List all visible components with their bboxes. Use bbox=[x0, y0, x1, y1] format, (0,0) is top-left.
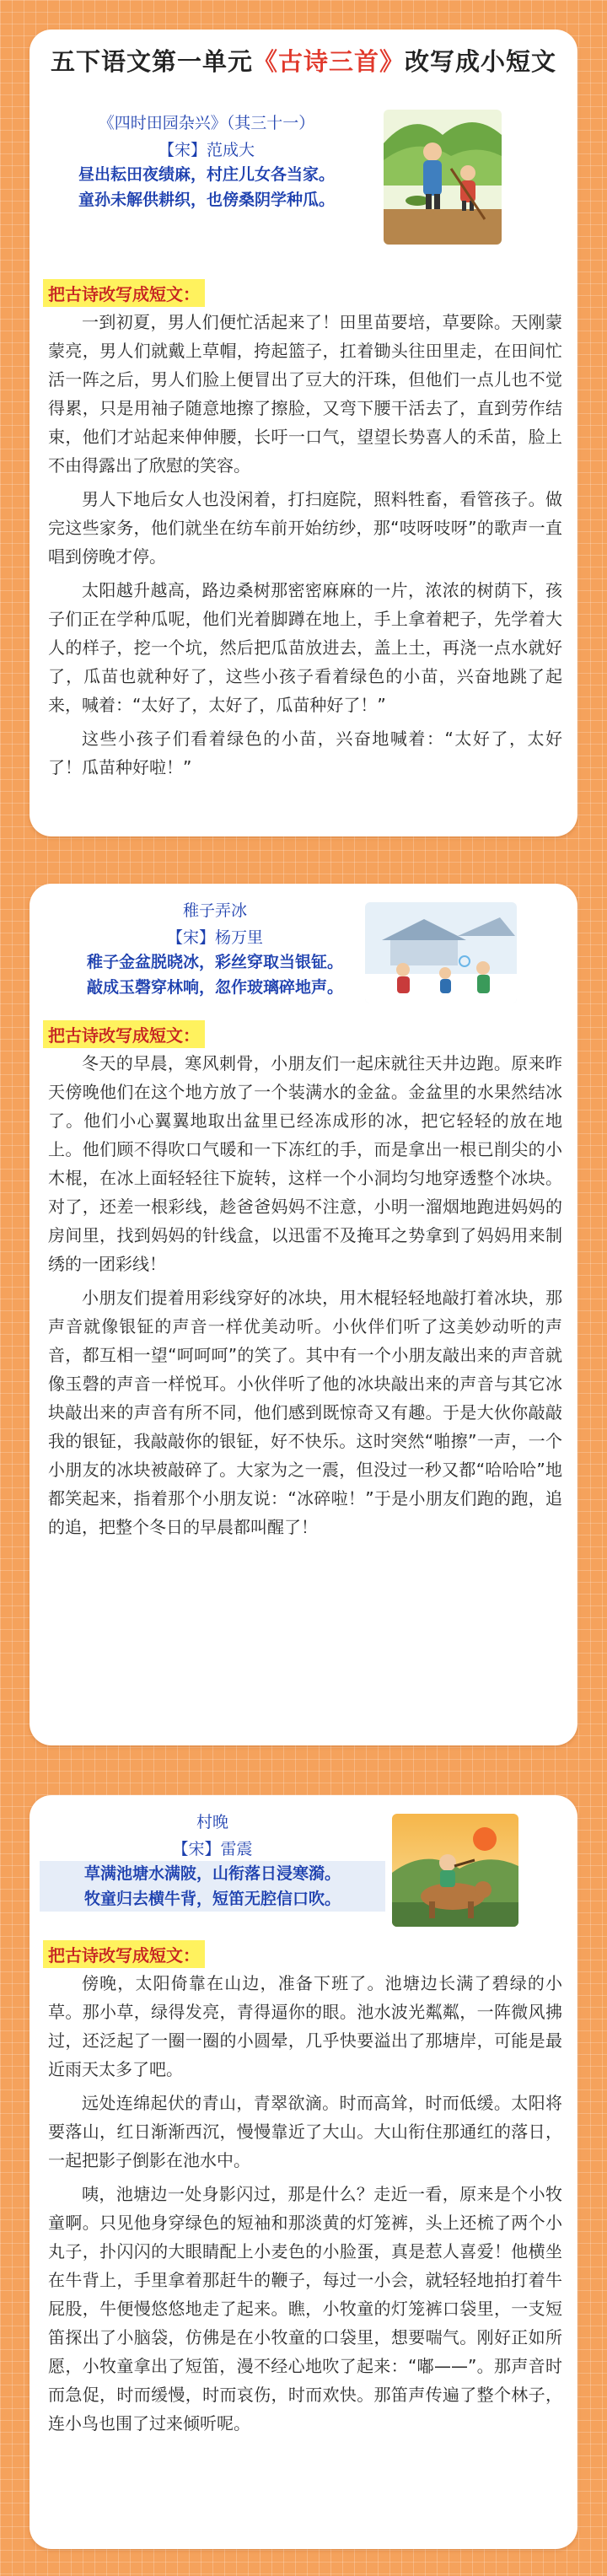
winter-illustration bbox=[365, 902, 517, 1003]
cowherd-illustration bbox=[392, 1814, 518, 1927]
article-card-2 bbox=[30, 884, 577, 1745]
page-title bbox=[30, 43, 577, 78]
poem-line: 敲成玉磬穿林响，忽作玻璃碎地声。 bbox=[86, 978, 343, 997]
poem-line: 昼出耘田夜绩麻，村庄儿女各当家。 bbox=[78, 165, 335, 184]
title-highlight: 《古诗三首》 bbox=[252, 47, 405, 76]
poem-author: 【宋】雷震 bbox=[172, 1840, 253, 1858]
poem-author: 【宋】杨万里 bbox=[166, 928, 263, 947]
poem-title: 村晚 bbox=[196, 1813, 228, 1831]
poem-title: 稚子弄冰 bbox=[182, 901, 247, 920]
paragraph: 咦，池塘边一处身影闪过，那是什么？走近一看，原来是个小牧童啊。只见他身穿绿色的短袖和那淡黄的灯笼裤，头上还梳了两个小丸子，扑闪闪的大眼睛配上小麦色的小脸蛋，真是惹人喜爱！他横坐在牛背上，手里拿着那赶牛的鞭子，每过一小会，就轻轻地拍打着牛屁股，牛便慢悠悠地走了起来。瞧，小牧童的灯笼裤口袋里，一支短笛探出了小脑袋，仿佛是在小牧童的口袋里，想要喘气。刚好正如所愿，小牧童拿出了短笛，漫不经心地吹了起来：“嘟——”。那声音时而急促，时而缓慢，时而哀伤，时而欢快。那笛声传遍了整个林子，连小鸟也围了过来倾听呢。 bbox=[48, 2184, 562, 2433]
poem-line: 牧童归去横牛背，短笛无腔信口吹。 bbox=[40, 1886, 385, 1912]
article-card-3 bbox=[30, 1795, 577, 2549]
poem-block-2 bbox=[76, 899, 354, 1000]
poem-line: 童孙未解供耕织，也傍桑阴学种瓜。 bbox=[78, 191, 335, 209]
poem-author: 【宋】范成大 bbox=[158, 141, 255, 159]
farming-illustration bbox=[384, 110, 502, 245]
section-label: 把古诗改写成短文： bbox=[43, 1940, 205, 1968]
poem-line: 草满池塘水满陂，山衔落日浸寒漪。 bbox=[40, 1861, 385, 1886]
essay-text bbox=[48, 308, 562, 782]
title-prefix: 五下语文第一单元 bbox=[50, 47, 253, 76]
title-suffix: 改写成小短文 bbox=[405, 47, 557, 76]
paragraph: 一到初夏，男人们便忙活起来了！田里苗要培，草要除。天刚蒙蒙亮，男人们就戴上草帽，挎起篮子，扛着锄头往田里走，在田间忙活一阵之后，男人们脸上便冒出了豆大的汗珠，但他们一点儿也不觉得累，只是用袖子随意地擦了擦脸，又弯下腰干活去了，直到劳作结束，他们才站起来伸伸腰，长吁一口气，望望长势喜人的禾苗，脸上不由得露出了欣慰的笑容。 bbox=[48, 312, 562, 476]
paragraph: 太阳越升越高，路边桑树那密密麻麻的一片，浓浓的树荫下，孩子们正在学种瓜呢，他们光着脚蹲在地上，手上拿着耙子，先学着大人的样子，挖一个坑，然后把瓜苗放进去，盖上土，再浇一点水就好了，瓜苗也就种好了，这些小孩子看着绿色的小苗，兴奋地跳了起来，喊着：“太好了，太好了，瓜苗种好了！” bbox=[48, 580, 562, 715]
poem-block-3 bbox=[40, 1810, 385, 1912]
section-label: 把古诗改写成短文： bbox=[43, 279, 205, 307]
paragraph: 男人下地后女人也没闲着，打扫庭院，照料牲畜，看管孩子。做完这些家务，他们就坐在纺车前开始纺纱，那“吱呀吱呀”的歌声一直唱到傍晚才停。 bbox=[48, 489, 562, 567]
essay-text bbox=[48, 1969, 562, 2438]
paragraph: 远处连绵起伏的青山，青翠欲滴。时而高耸，时而低缓。太阳将要落山，红日渐渐西沉，慢慢靠近了大山。大山衔住那通红的落日，一起把影子倒影在池水中。 bbox=[48, 2093, 562, 2170]
poem-line: 稚子金盆脱晓冰，彩丝穿取当银钲。 bbox=[86, 953, 343, 971]
essay-text bbox=[48, 1049, 562, 1541]
paragraph: 小朋友们提着用彩线穿好的冰块，用木棍轻轻地敲打着冰块，那声音就像银钲的声音一样优美动听。小伙伴们听了这美妙动听的声音，都互相一望“呵呵呵”的笑了。其中有一个小朋友敲出来的声音就像玉磬的声音一样悦耳。小伙伴听了他的冰块敲出来的声音与其它冰块敲出来的声音有所不同，他们感到既惊奇又有趣。于是大伙你敲敲我的银钲，我敲敲你的银钲，好不快乐。这时突然“啪擦”一声，一个小朋友的冰块被敲碎了。大家为之一震，但没过一秒又都“哈哈哈”地都笑起来，指着那个小朋友说：“冰碎啦！”于是小朋友们跑的跑，追的追，把整个冬日的早晨都叫醒了！ bbox=[48, 1288, 562, 1537]
poem-title: 《四时田园杂兴》（其三十一） bbox=[98, 114, 315, 132]
article-card-1 bbox=[30, 30, 577, 836]
section-label: 把古诗改写成短文： bbox=[43, 1020, 205, 1048]
paragraph: 冬天的早晨，寒风刺骨，小朋友们一起床就往天井边跑。原来昨天傍晚他们在这个地方放了一个装满水的金盆。金盆里的水果然结冰了。他们小心翼翼地取出盆里已经冻成形的冰，把它轻轻的放在地上。他们顾不得吹口气暖和一下冻红的手，而是拿出一根已削尖的小木棍，在冰上面轻轻往下旋转，这样一个小洞均匀地穿透整个冰块。对了，还差一根彩线，趁爸爸妈妈不注意，小明一溜烟地跑进妈妈的房间里，找到妈妈的针线盒，以迅雷不及掩耳之势拿到了妈妈用来制绣的一团彩线！ bbox=[48, 1053, 562, 1274]
paragraph: 傍晚，太阳倚靠在山边，准备下班了。池塘边长满了碧绿的小草。那小草，绿得发亮，青得逼你的眼。池水波光粼粼，一阵微风拂过，还泛起了一圈一圈的小圆晕，几乎快要溢出了那塘岸，可能是最近雨天太多了吧。 bbox=[48, 1973, 562, 2079]
paragraph: 这些小孩子们看着绿色的小苗，兴奋地喊着：“太好了，太好了！瓜苗种好啦！” bbox=[48, 729, 562, 777]
poem-block-1 bbox=[38, 111, 375, 212]
